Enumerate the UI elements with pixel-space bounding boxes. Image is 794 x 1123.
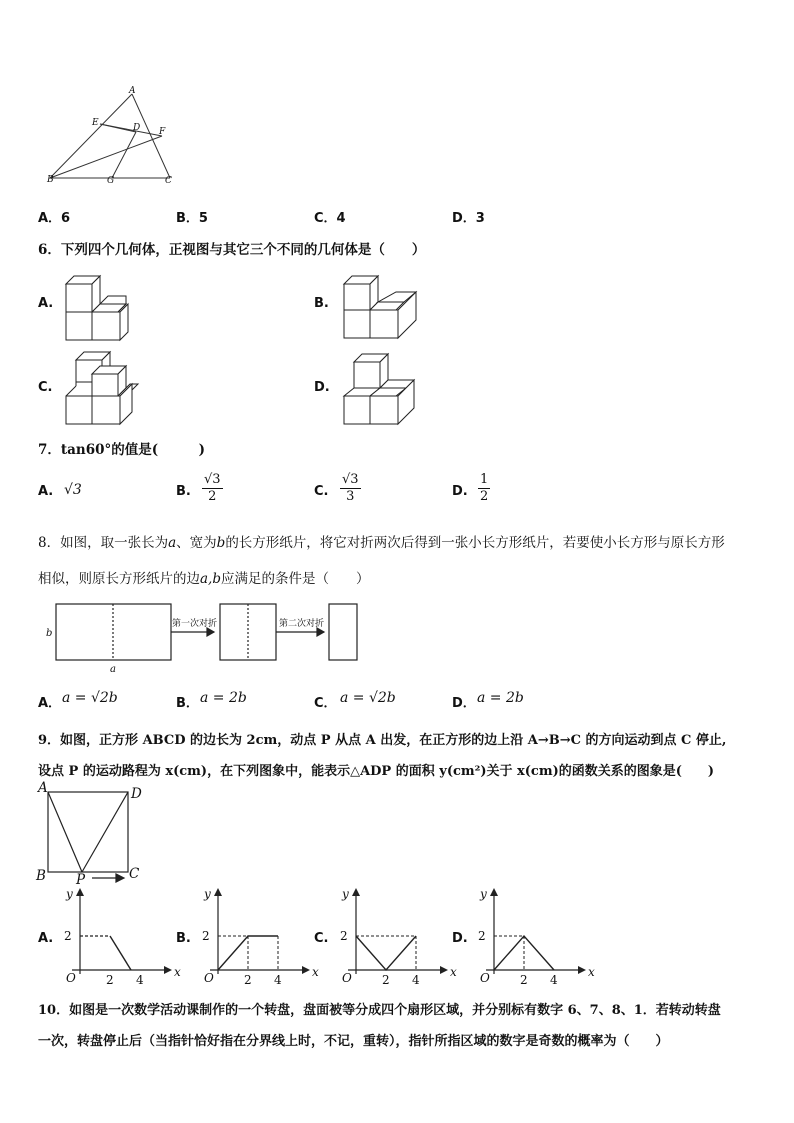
label-C: C xyxy=(165,176,172,186)
q8-label-d[interactable]: D． xyxy=(452,696,476,711)
x-axis-arrow xyxy=(302,966,310,974)
q9-label-a[interactable]: A. xyxy=(38,931,54,946)
q8-fig-label-b: b xyxy=(46,628,53,639)
folding-figure xyxy=(44,600,374,678)
y-axis-label: y xyxy=(480,887,487,901)
y-tick-2: 2 xyxy=(478,929,486,943)
q8-arrow-label-1: 第一次对折 xyxy=(172,619,218,629)
y-axis-label: y xyxy=(66,887,73,901)
q5-option-c[interactable]: C．4 xyxy=(314,211,346,226)
q8-option-a: a = √2b xyxy=(62,690,118,706)
x-axis-arrow xyxy=(440,966,448,974)
q8-var-a: a xyxy=(168,535,177,551)
label-D: D xyxy=(133,123,141,133)
q8-line1-part1: 8．如图，取一张长为 xyxy=(38,535,169,551)
y-axis-arrow xyxy=(352,888,360,896)
origin-label: O xyxy=(480,971,490,985)
x-tick-2: 2 xyxy=(520,973,528,987)
q7-label-c[interactable]: C. xyxy=(314,484,329,499)
label-B: B xyxy=(47,175,54,185)
q8-line2-part2: 应满足的条件是（ ） xyxy=(220,571,370,587)
sq-label-A: A xyxy=(38,780,48,796)
x-tick-2: 2 xyxy=(244,973,252,987)
q8-arrow-label-2: 第二次对折 xyxy=(279,619,325,629)
q7-option-d-fraction xyxy=(478,472,490,505)
q6-label-a[interactable]: A. xyxy=(38,296,54,311)
q7-c-den: 3 xyxy=(346,489,355,504)
triangle-figure xyxy=(40,88,190,188)
x-axis-label: x xyxy=(450,965,457,979)
q8-label-c[interactable]: C． xyxy=(314,696,337,711)
graph-option-b xyxy=(196,884,319,987)
x-tick-2: 2 xyxy=(106,973,114,987)
q8-label-b[interactable]: B． xyxy=(176,696,199,711)
y-tick-2: 2 xyxy=(340,929,348,943)
y-tick-2: 2 xyxy=(64,929,72,943)
q6-label-b[interactable]: B. xyxy=(314,296,329,311)
y-axis-arrow xyxy=(76,888,84,896)
q7-d-den: 2 xyxy=(480,489,489,504)
y-axis-arrow xyxy=(214,888,222,896)
q8-option-d: a = 2b xyxy=(477,690,524,706)
q7-label-a[interactable]: A. xyxy=(38,484,54,499)
label-E: E xyxy=(92,118,99,128)
y-axis-label: y xyxy=(204,887,211,901)
x-tick-4: 4 xyxy=(550,973,558,987)
q7-c-num: √3 xyxy=(342,472,359,487)
q8-line1-part3: 的长方形纸片，将它对折两次后得到一张小长方形纸片，若要使小长方形与原长方形 xyxy=(225,535,725,551)
y-tick-2: 2 xyxy=(202,929,210,943)
cube-figure-c xyxy=(62,350,142,428)
q8-var-b: b xyxy=(216,535,226,551)
q8-option-c: a = √2b xyxy=(340,690,396,706)
q10-stem-line1: 10．如图是一次数学活动课制作的一个转盘，盘面被等分成四个扇形区域，并分别标有数字 6、7、8、1．若转动转盘 xyxy=(38,1003,721,1018)
label-F: F xyxy=(159,127,166,137)
q9-label-b[interactable]: B. xyxy=(176,931,191,946)
graph-option-d xyxy=(472,884,595,987)
cube-figure-a xyxy=(62,270,142,344)
y-axis-label: y xyxy=(342,887,349,901)
origin-label: O xyxy=(342,971,352,985)
q10-stem-line2: 一次，转盘停止后（当指针恰好指在分界线上时，不记，重转），指针所指区域的数字是奇数的概率为（ ） xyxy=(38,1034,669,1049)
x-axis-arrow xyxy=(578,966,586,974)
q8-stem-line1 xyxy=(38,531,725,551)
q7-label-d[interactable]: D. xyxy=(452,484,468,499)
q8-vars: a,b xyxy=(200,571,221,587)
sq-label-B: B xyxy=(36,868,46,884)
graph-option-c xyxy=(334,884,457,987)
q7-b-den: 2 xyxy=(208,489,217,504)
q7-option-a-value: √3 xyxy=(64,482,82,498)
q7-label-b[interactable]: B. xyxy=(176,484,191,499)
q8-line2-part1: 相似，则原长方形纸片的边 xyxy=(38,571,200,587)
sq-label-D: D xyxy=(131,786,142,802)
sq-label-P: P xyxy=(76,872,86,888)
sq-label-C: C xyxy=(129,866,140,882)
q7-stem: 7．tan60°的值是( ) xyxy=(38,442,206,458)
x-axis-label: x xyxy=(588,965,595,979)
label-G: G xyxy=(107,176,115,186)
cube-figure-d xyxy=(340,350,420,428)
q9-stem-line1: 9．如图，正方形 ABCD 的边长为 2cm，动点 P 从点 A 出发，在正方形的边上沿 A→B→C 的方向运动到点 C 停止, xyxy=(38,733,727,748)
x-tick-4: 4 xyxy=(412,973,420,987)
q8-option-b: a = 2b xyxy=(200,690,247,706)
q7-b-num: √3 xyxy=(204,472,221,487)
q7-option-b-fraction xyxy=(202,472,223,505)
cube-figure-b xyxy=(340,270,420,344)
label-A: A xyxy=(129,86,136,96)
q6-label-c[interactable]: C. xyxy=(38,380,53,395)
q8-label-a[interactable]: A． xyxy=(38,696,62,711)
x-axis-label: x xyxy=(174,965,181,979)
graph-line xyxy=(110,936,131,970)
x-tick-4: 4 xyxy=(136,973,144,987)
x-tick-2: 2 xyxy=(382,973,390,987)
y-axis-arrow xyxy=(490,888,498,896)
q8-line1-part2: 、宽为 xyxy=(176,535,217,551)
x-axis-arrow xyxy=(164,966,172,974)
x-axis-label: x xyxy=(312,965,319,979)
q9-label-d[interactable]: D. xyxy=(452,931,468,946)
graph-option-a xyxy=(58,884,181,987)
graph-line xyxy=(356,936,416,970)
q5-option-a[interactable]: A．6 xyxy=(38,211,71,226)
q6-label-d[interactable]: D. xyxy=(314,380,330,395)
q9-stem-line2: 设点 P 的运动路程为 x(cm)，在下列图象中，能表示△ADP 的面积 y(cm²)关于 x(cm)的函数关系的图象是( ) xyxy=(38,764,715,779)
x-tick-4: 4 xyxy=(274,973,282,987)
q5-option-d[interactable]: D．3 xyxy=(452,211,485,226)
q7-d-num: 1 xyxy=(480,472,489,487)
q5-option-b[interactable]: B．5 xyxy=(176,211,208,226)
q7-option-c-fraction xyxy=(340,472,361,505)
q8-fig-label-a: a xyxy=(110,664,116,675)
q9-label-c[interactable]: C. xyxy=(314,931,329,946)
origin-label: O xyxy=(66,971,76,985)
q8-stem-line2 xyxy=(38,567,369,587)
origin-label: O xyxy=(204,971,214,985)
q6-stem: 6．下列四个几何体，正视图与其它三个不同的几何体是（ ） xyxy=(38,242,426,258)
